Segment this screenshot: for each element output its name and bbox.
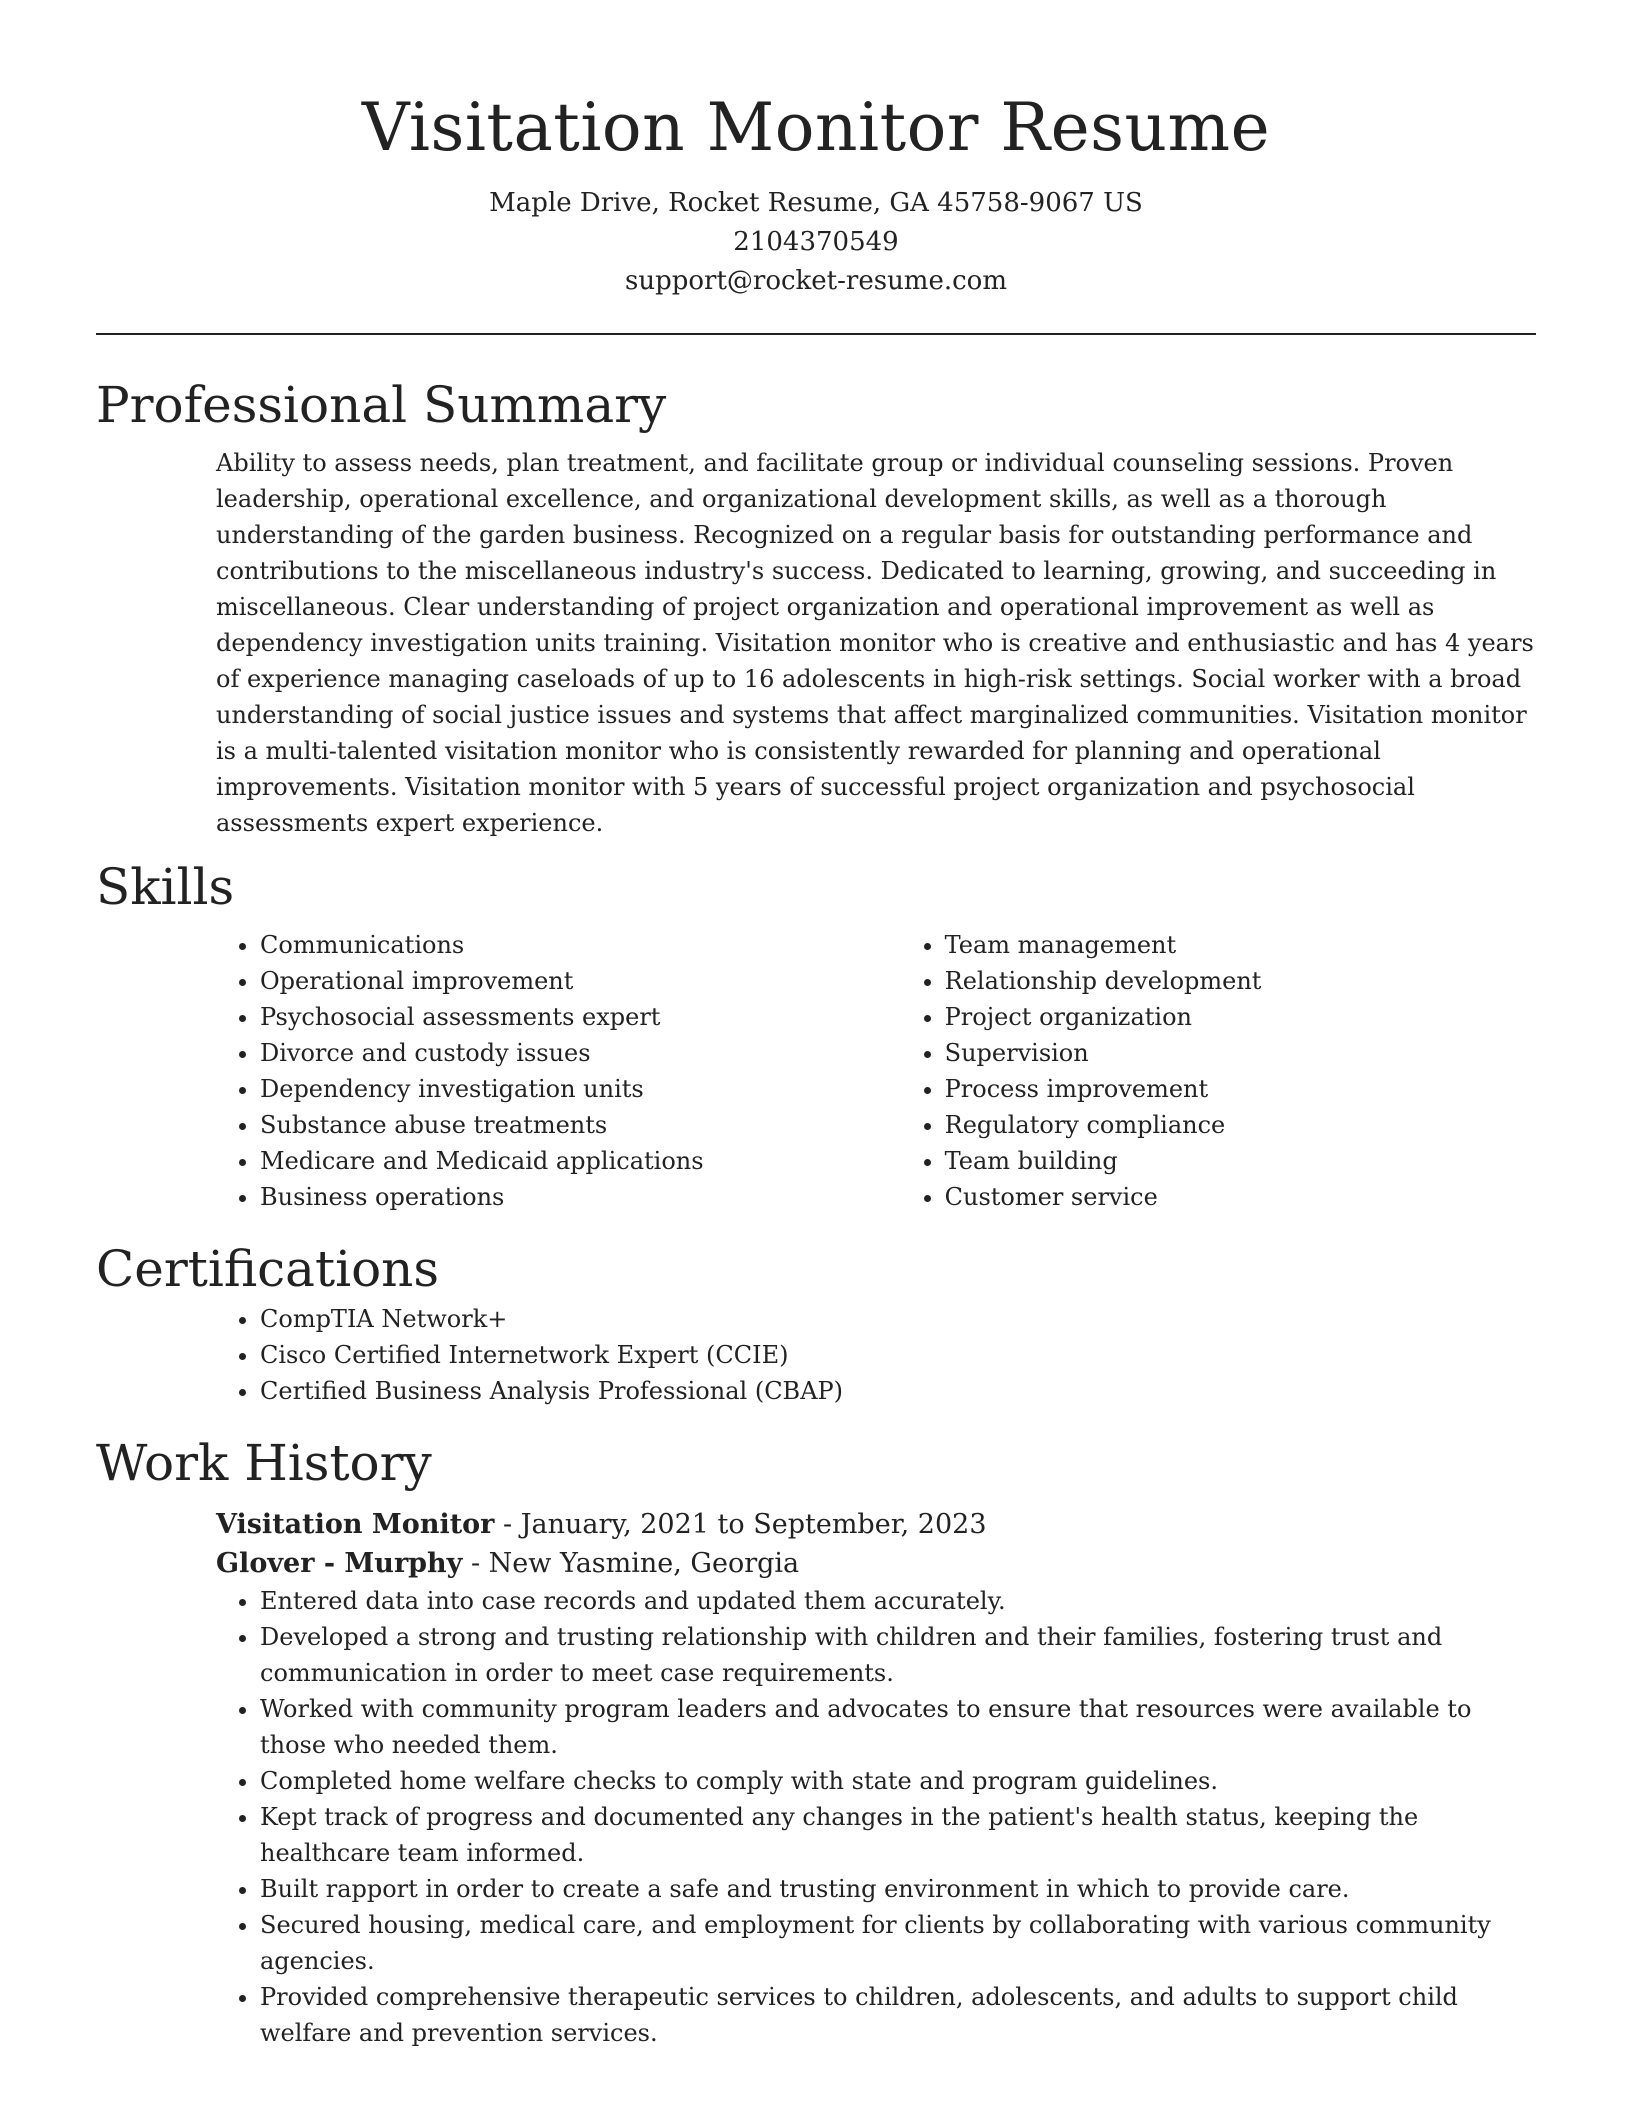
job-separator: -: [462, 1548, 489, 1579]
skills-heading: Skills: [96, 858, 235, 916]
skill-item: • Regulatory compliance: [945, 1107, 1536, 1143]
certifications-list: [216, 1301, 1536, 1409]
job-duty-item: • Secured housing, medical care, and employment for clients by collaborating with various community agencies.: [260, 1907, 1536, 1979]
job-dates: January, 2021 to September, 2023: [520, 1509, 987, 1540]
job-company-line: [216, 1544, 1536, 1583]
skill-item: • Team management: [945, 927, 1536, 963]
skill-item: • Team building: [945, 1143, 1536, 1179]
skill-item: • Customer service: [945, 1179, 1536, 1215]
summary-section: [216, 445, 1536, 841]
skill-item: • Project organization: [945, 999, 1536, 1035]
certifications-section: [216, 1301, 1536, 1409]
certification-item: • CompTIA Network+: [260, 1301, 1536, 1337]
work-history-heading: Work History: [96, 1434, 432, 1492]
certification-item: • Certified Business Analysis Professional (CBAP): [260, 1373, 1536, 1409]
contact-info: [96, 184, 1536, 301]
job-role: Visitation Monitor: [216, 1509, 495, 1540]
skill-item: • Communications: [260, 927, 901, 963]
skills-grid: [216, 927, 1536, 1215]
job-duty-item: • Kept track of progress and documented any changes in the patient's health status, keeping the healthcare team informed.: [260, 1799, 1536, 1871]
skills-list-left: [216, 927, 901, 1215]
skill-item: • Operational improvement: [260, 963, 901, 999]
work-history-section: [216, 1505, 1536, 2051]
job-separator: -: [494, 1509, 521, 1540]
header-divider: [96, 333, 1536, 335]
skill-item: • Dependency investigation units: [260, 1071, 901, 1107]
skill-item: • Relationship development: [945, 963, 1536, 999]
certification-item: • Cisco Certified Internetwork Expert (CCIE): [260, 1337, 1536, 1373]
certifications-heading: Certifications: [96, 1240, 440, 1298]
skill-item: • Divorce and custody issues: [260, 1035, 901, 1071]
job-duty-item: • Completed home welfare checks to comply with state and program guidelines.: [260, 1763, 1536, 1799]
phone: 2104370549: [733, 227, 899, 257]
resume-header: [96, 0, 1536, 301]
email: support@rocket-resume.com: [624, 266, 1007, 296]
job-duties-list: [216, 1583, 1536, 2051]
job-duty-item: • Entered data into case records and updated them accurately.: [260, 1583, 1536, 1619]
address: Maple Drive, Rocket Resume, GA 45758-9067 US: [489, 188, 1143, 218]
skills-list-right: [901, 927, 1536, 1215]
skill-item: • Process improvement: [945, 1071, 1536, 1107]
summary-heading: Professional Summary: [96, 376, 667, 434]
job-duty-item: • Worked with community program leaders and advocates to ensure that resources were available to those who needed them.: [260, 1691, 1536, 1763]
job-header: [216, 1505, 1536, 1583]
summary-text: Ability to assess needs, plan treatment, and facilitate group or individual counseling sessions. Proven leadership, operational excellence, and organizational development skills, as well as a thorough understanding of the garden business. Recognized on a regular basis for outstanding performance and contributions to the miscellaneous industry's success. Dedicated to learning, growing, and succeeding in miscellaneous. Clear understanding of project organization and operational improvement as well as dependency investigation units training. Visitation monitor who is creative and enthusiastic and has 4 years of experience managing caseloads of up to 16 adolescents in high-risk settings. Social worker with a broad understanding of social justice issues and systems that affect marginalized communities. Visitation monitor is a multi-talented visitation monitor who is consistently rewarded for planning and operational improvements. Visitation monitor with 5 years of successful project organization and psychosocial assessments expert experience.: [216, 449, 1534, 837]
job-title-line: [216, 1505, 1536, 1544]
resume-title: Visitation Monitor Resume: [361, 89, 1271, 166]
skill-item: • Substance abuse treatments: [260, 1107, 901, 1143]
skill-item: • Business operations: [260, 1179, 901, 1215]
job-company: Glover - Murphy: [216, 1548, 463, 1579]
job-duty-item: • Developed a strong and trusting relationship with children and their families, fostering trust and communication in order to meet case requirements.: [260, 1619, 1536, 1691]
skills-section: [216, 927, 1536, 1215]
job-duty-item: • Provided comprehensive therapeutic services to children, adolescents, and adults to support child welfare and prevention services.: [260, 1979, 1536, 2051]
skill-item: • Psychosocial assessments expert: [260, 999, 901, 1035]
job-location: New Yasmine, Georgia: [488, 1548, 800, 1579]
skill-item: • Medicare and Medicaid applications: [260, 1143, 901, 1179]
skill-item: • Supervision: [945, 1035, 1536, 1071]
job-duty-item: • Built rapport in order to create a safe and trusting environment in which to provide care.: [260, 1871, 1536, 1907]
